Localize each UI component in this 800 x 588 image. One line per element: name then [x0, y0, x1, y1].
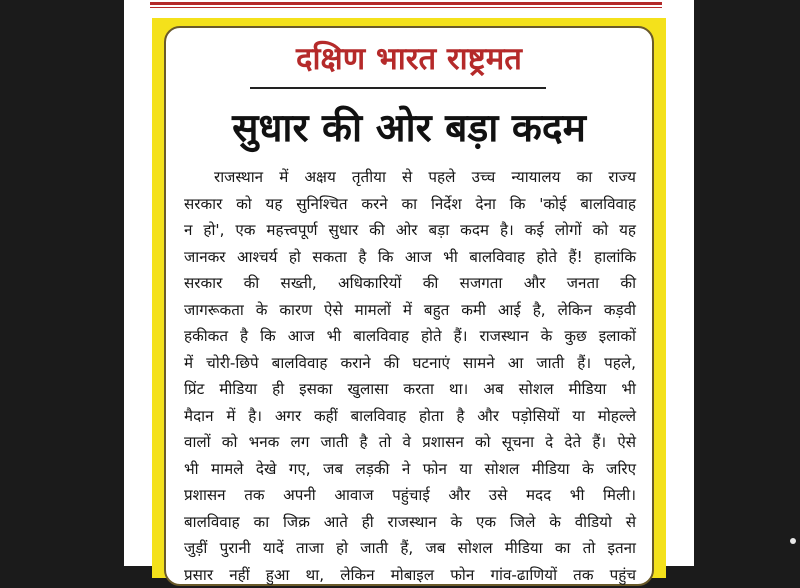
article-body — [184, 164, 636, 588]
article-line: मैदान में है। अगर कहीं बालविवाह होता है और पड़ोसियों या मोहल्ले — [184, 403, 636, 430]
article-line: बालविवाह का जिक्र आते ही राजस्थान के एक जिले के वीडियो से — [184, 509, 636, 536]
article-line: भी मामले देखे गए, जब लड़की ने फोन या सोशल मीडिया के जरिए — [184, 456, 636, 483]
viewer-edge-dot — [790, 538, 796, 544]
page-top-rule-thin — [150, 7, 662, 8]
masthead-title: दक्षिण भारत राष्ट्रमत — [164, 38, 654, 80]
article-line: जुड़ीं पुरानी यादें ताजा हो जाती हैं, जब सोशल मीडिया का तो इतना — [184, 535, 636, 562]
article-line: में चोरी-छिपे बालविवाह कराने की घटनाएं सामने आ जाती हैं। पहले, — [184, 350, 636, 377]
page-top-rule — [150, 2, 662, 5]
article-line: सरकार की सख्ती, अधिकारियों की सजगता और जनता की — [184, 270, 636, 297]
article-line: जागरूकता के कारण ऐसे मामलों में बहुत कमी आई है, लेकिन कड़वी — [184, 297, 636, 324]
article-line: प्रशासन तक अपनी आवाज पहुंचाई और उसे मदद भी मिली। — [184, 482, 636, 509]
article-headline: सुधार की ओर बड़ा कदम — [164, 100, 654, 158]
article-line: जानकर आश्चर्य हो सकता है कि आज भी बालविवाह होते हैं! हालांकि — [184, 244, 636, 271]
article-line: न हो', एक महत्त्वपूर्ण सुधार की ओर बड़ा कदम है। कई लोगों को यह — [184, 217, 636, 244]
article-line: वालों को भनक लग जाती है तो वे प्रशासन को सूचना दे देते हैं। ऐसे — [184, 429, 636, 456]
article-line: प्रिंट मीडिया ही इसका खुलासा करता था। अब सोशल मीडिया भी — [184, 376, 636, 403]
article-line: सरकार को यह सुनिश्चित करने का निर्देश देना कि 'कोई बालविवाह — [184, 191, 636, 218]
masthead-underline — [250, 87, 546, 89]
article-line: प्रसार नहीं हुआ था, लेकिन मोबाइल फोन गांव-ढाणियों तक पहुंच — [184, 562, 636, 588]
article-line: हकीकत है कि आज भी बालविवाह होते हैं। राजस्थान के कुछ इलाकों — [184, 323, 636, 350]
article-line: राजस्थान में अक्षय तृतीया से पहले उच्च न्यायालय का राज्य — [184, 164, 636, 191]
